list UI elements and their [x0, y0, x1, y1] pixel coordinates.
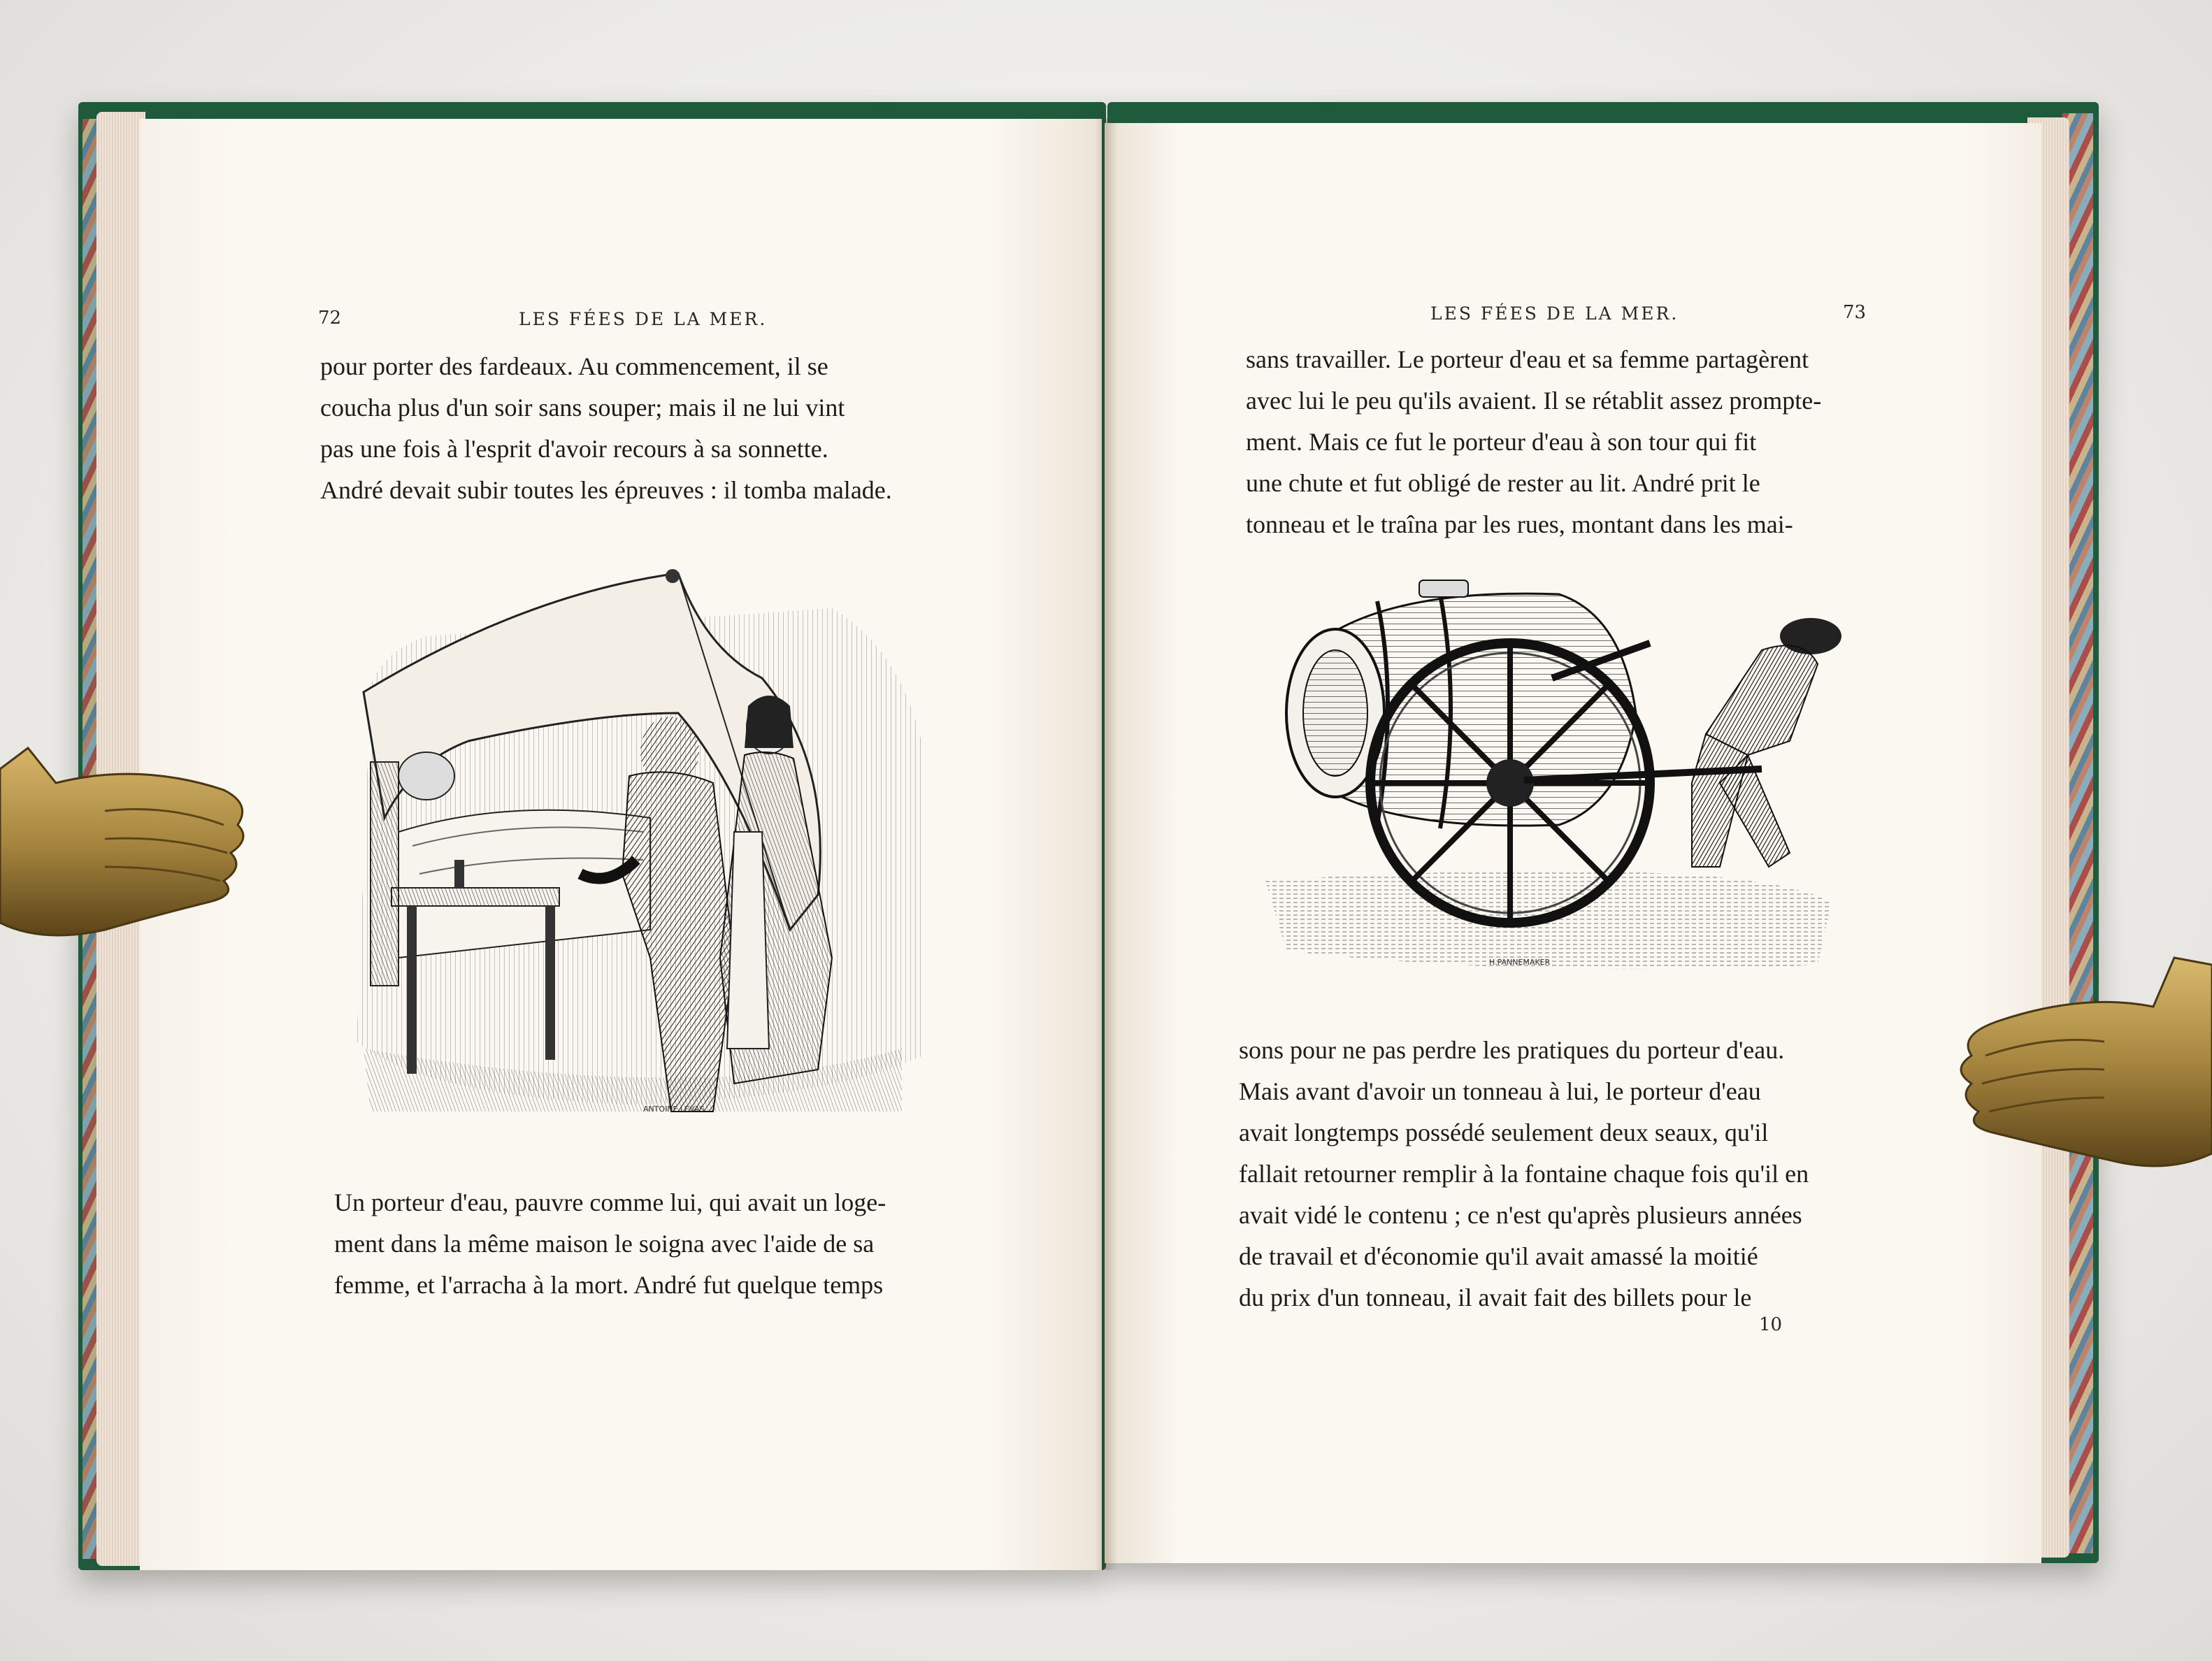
right-line-4: une chute et fut obligé de rester au lit. André prit le	[1246, 469, 1760, 497]
right-line-5: tonneau et le traîna par les rues, montant dans les mai-	[1246, 510, 1793, 538]
right-line-10: avait vidé le contenu ; ce n'est qu'après plusieurs années	[1239, 1201, 1802, 1229]
signature-mark: 10	[1759, 1314, 1783, 1335]
left-line-7: femme, et l'arracha à la mort. André fut quelque temps	[334, 1271, 884, 1299]
left-running-head: LES FÉES DE LA MER.	[519, 309, 768, 329]
water-barrel-cart-engraving	[1258, 573, 1846, 979]
right-line-2: avec lui le peu qu'ils avaient. Il se rétablit assez prompte-	[1246, 387, 1822, 415]
right-running-head: LES FÉES DE LA MER.	[1430, 303, 1679, 324]
right-line-9: fallait retourner remplir à la fontaine chaque fois qu'il en	[1239, 1160, 1809, 1188]
right-line-3: ment. Mais ce fut le porteur d'eau à son tour qui fit	[1246, 428, 1757, 456]
right-line-11: de travail et d'économie qu'il avait amassé la moitié	[1239, 1242, 1758, 1270]
brass-hand-holder-right	[1944, 951, 2212, 1230]
right-line-12: du prix d'un tonneau, il avait fait des billets pour le	[1239, 1284, 1752, 1311]
right-page-number: 73	[1843, 302, 1867, 323]
sickbed-engraving	[343, 566, 937, 1119]
left-line-1: pour porter des fardeaux. Au commencement, il se	[320, 352, 828, 380]
right-line-7: Mais avant d'avoir un tonneau à lui, le porteur d'eau	[1239, 1077, 1761, 1105]
left-line-3: pas une fois à l'esprit d'avoir recours à sa sonnette.	[320, 435, 828, 463]
brass-hand-holder-left	[0, 720, 259, 951]
left-line-5: Un porteur d'eau, pauvre comme lui, qui avait un loge-	[334, 1188, 886, 1216]
sickbed-engraving-signature: ANTOINE LEVAS	[643, 1105, 705, 1114]
right-line-6: sons pour ne pas perdre les pratiques du porteur d'eau.	[1239, 1036, 1785, 1064]
barrel-engraving-signature: H.PANNEMAKER	[1489, 958, 1551, 967]
right-line-8: avait longtemps possédé seulement deux seaux, qu'il	[1239, 1119, 1769, 1146]
book-gutter	[1095, 119, 1117, 1570]
left-line-2: coucha plus d'un soir sans souper; mais il ne lui vint	[320, 394, 845, 422]
left-line-6: ment dans la même maison le soigna avec l'aide de sa	[334, 1230, 875, 1258]
left-page-number: 72	[318, 308, 342, 329]
right-line-1: sans travailler. Le porteur d'eau et sa femme partagèrent	[1246, 345, 1809, 373]
left-line-4: André devait subir toutes les épreuves : il tomba malade.	[320, 476, 892, 504]
